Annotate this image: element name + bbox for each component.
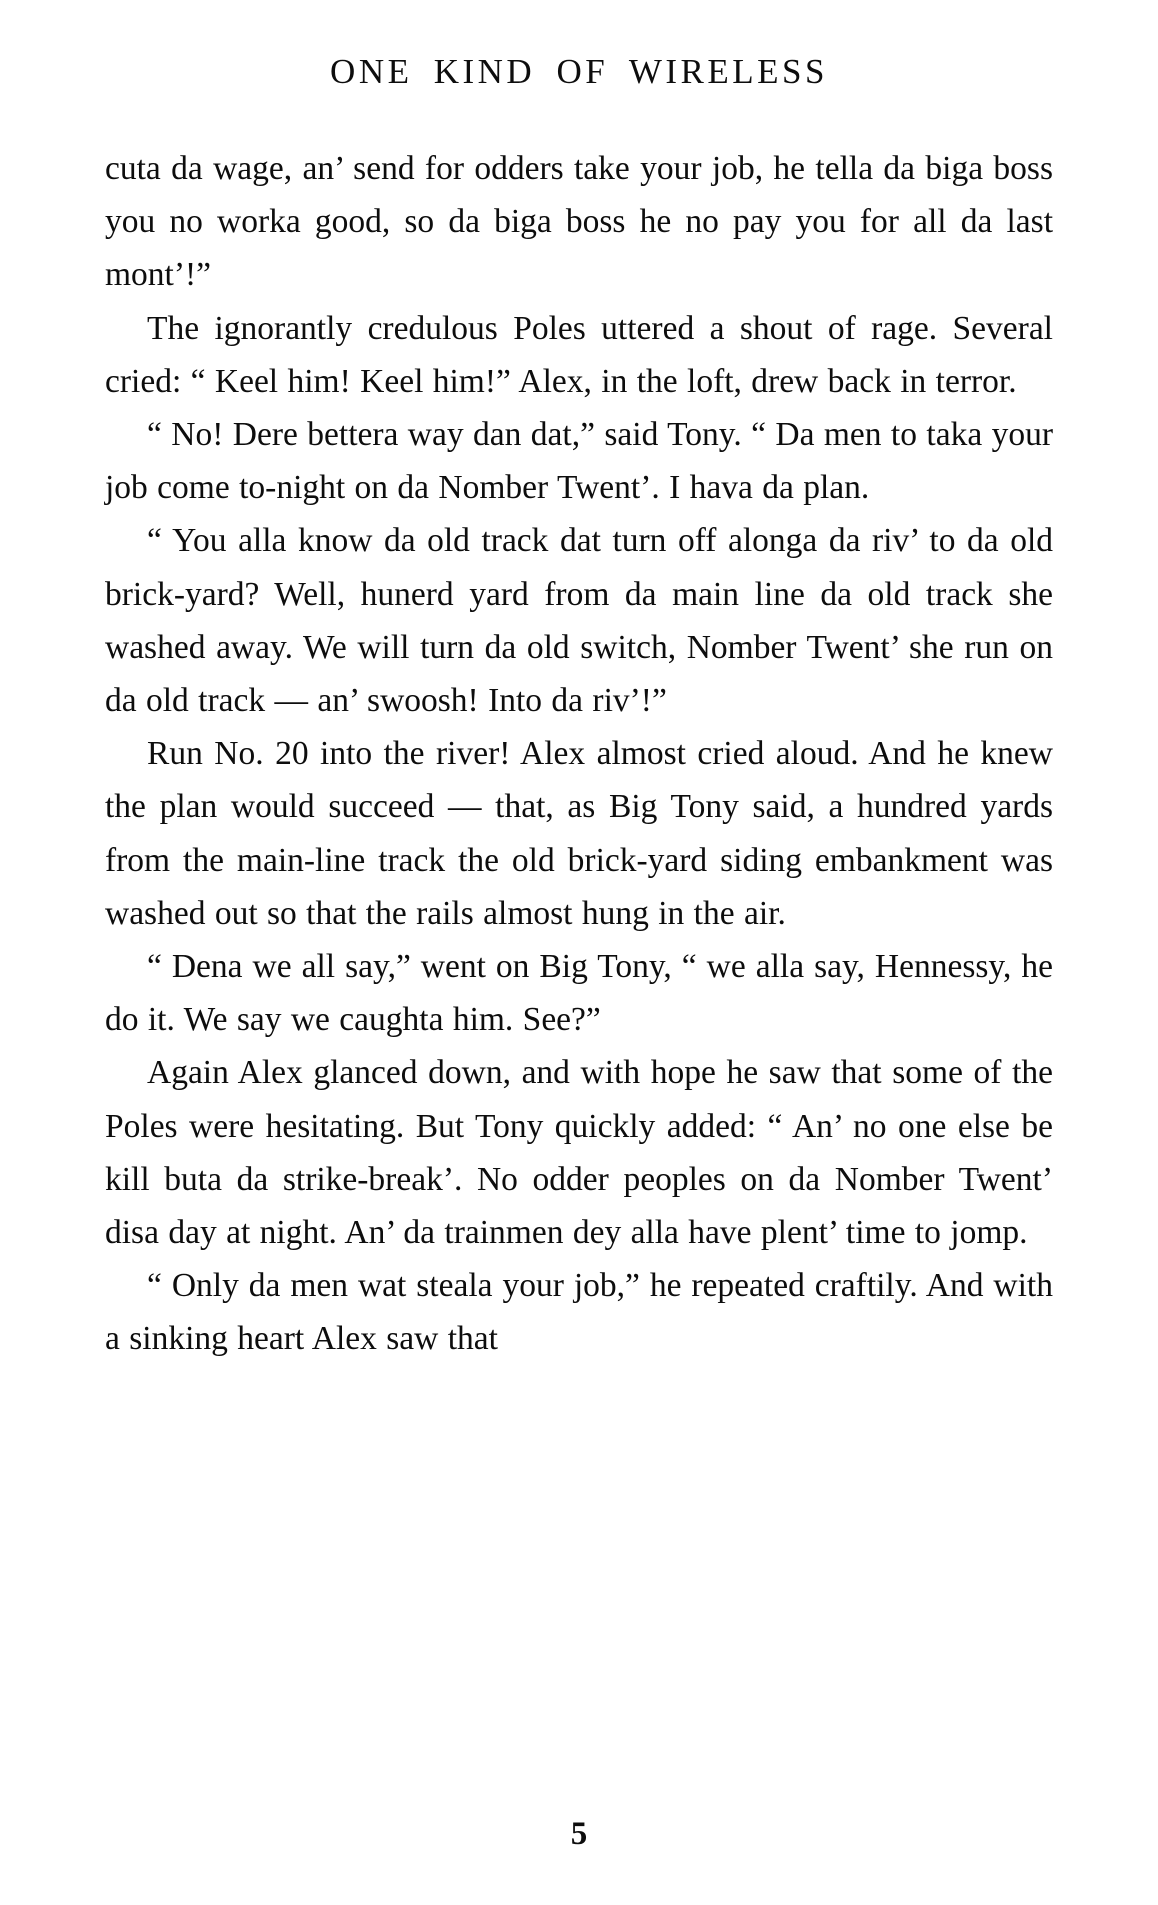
paragraph: “ Dena we all say,” went on Big Tony, “ we alla say, Hennessy, he do it. We say we caughta him. See?” xyxy=(105,948,1053,1039)
page-body-text xyxy=(69,142,1089,1366)
paragraph: “ You alla know da old track dat turn off alonga da riv’ to da old brick-yard? Well, hunerd yard from da main line da old track she washed away. We will turn da old switch, Nomber Twent’ she run on da old track — an’ swoosh! Into da riv’!” xyxy=(105,522,1053,720)
page-running-head: ONE KIND OF WIRELESS xyxy=(330,52,828,91)
paragraph: Again Alex glanced down, and with hope he saw that some of the Poles were hesitating. But Tony quickly added: “ An’ no one else be kill buta da strike-break’. No odder peoples on da Nomber Twent’ disa day at night. An’ da trainmen dey alla have plent’ time to jomp. xyxy=(105,1054,1053,1252)
paragraph: Run No. 20 into the river! Alex almost cried aloud. And he knew the plan would succeed — that, as Big Tony said, a hundred yards from the main-line track the old brick-yard siding embankment was washed out so that the rails almost hung in the air. xyxy=(105,735,1053,932)
paragraph: cuta da wage, an’ send for odders take your job, he tella da biga boss you no worka good, so da biga boss he no pay you for all da last mont’!” xyxy=(105,150,1053,294)
paragraph: “ No! Dere bettera way dan dat,” said Tony. “ Da men to taka your job come to-night on da Nomber Twent’. I hava da plan. xyxy=(105,416,1053,507)
paragraph: The ignorantly credulous Poles uttered a shout of rage. Several cried: “ Keel him! Keel him!” Alex, in the loft, drew back in terror. xyxy=(105,309,1053,400)
page-number: 5 xyxy=(570,1816,588,1852)
paragraph: “ Only da men wat steala your job,” he repeated craftily. And with a sinking heart Alex saw that xyxy=(105,1267,1053,1358)
